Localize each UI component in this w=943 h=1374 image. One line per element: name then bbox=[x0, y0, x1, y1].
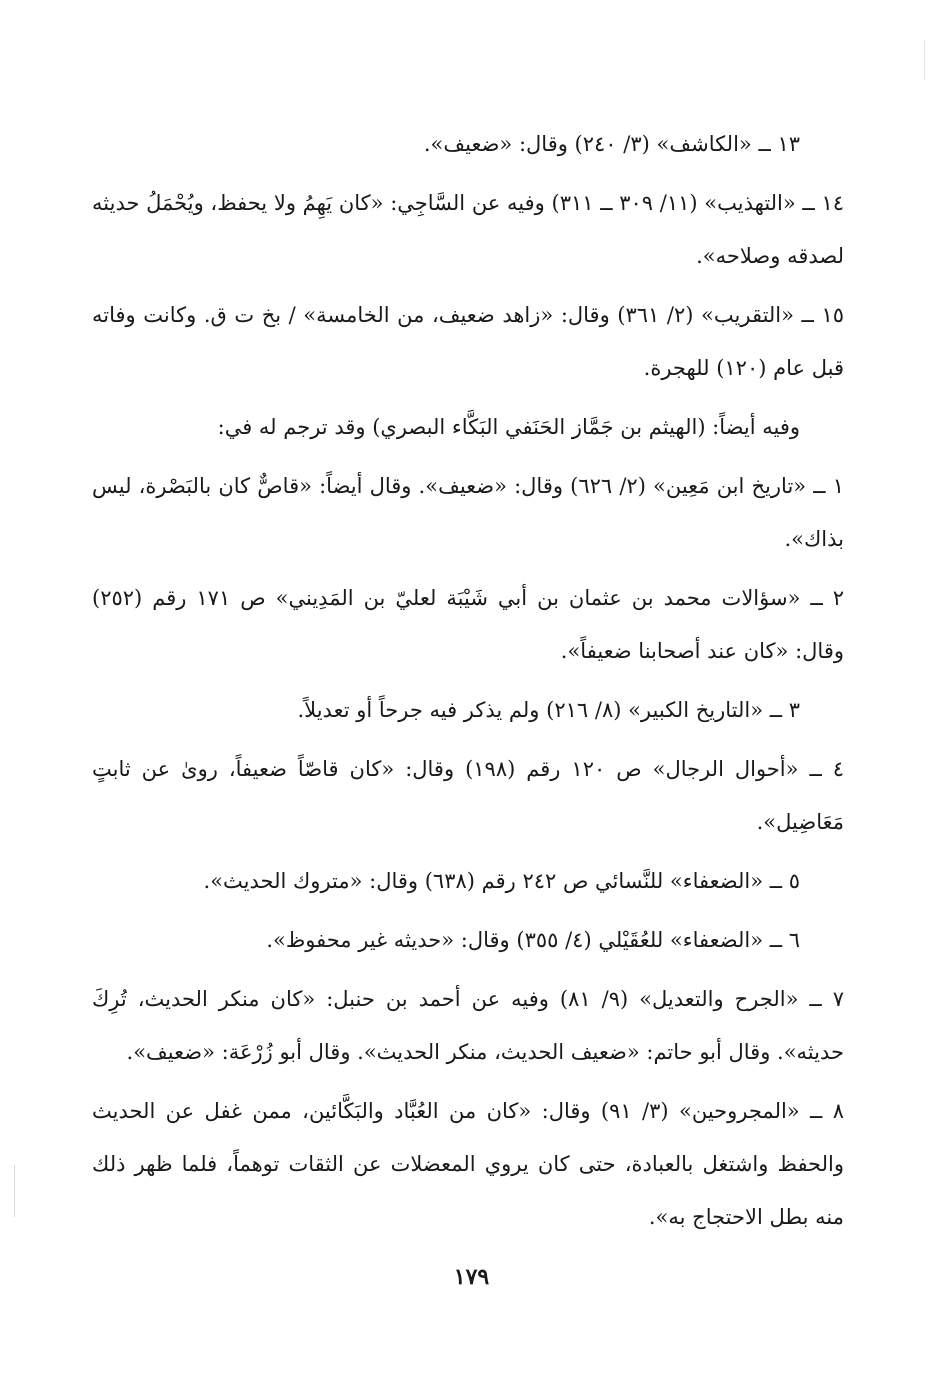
paragraph-6-duafa-uqayli: ٦ ــ «الضعفاء» للعُقَيْلي (٤/ ٣٥٥) وقال: «حديثه غير محفوظ». bbox=[266, 928, 800, 952]
paragraph-15-taqrib: ١٥ ــ «التقريب» (٢/ ٣٦١) وقال: «زاهد ضعيف، من الخامسة» / بخ ت ق. وكانت وفاته قبل عام (١٢٠) للهجرة. bbox=[92, 303, 844, 380]
paragraph-also-haytham: وفيه أيضاً: (الهيثم بن جَمَّاز الحَنَفي البَكَّاء البصري) وقد ترجم له في: bbox=[217, 415, 800, 439]
paragraph-2-suaalat: ٢ ــ «سؤالات محمد بن عثمان بن أبي شَيْبَة لعليّ بن المَدِيني» ص ١٧١ رقم (٢٥٢) وقال: «كان عند أصحابنا ضعيفاً». bbox=[92, 586, 845, 663]
scan-edge-mark bbox=[924, 40, 925, 80]
scan-edge-mark-bottom bbox=[14, 1165, 15, 1217]
paragraph-13-kashif: ١٣ ــ «الكاشف» (٣/ ٢٤٠) وقال: «ضعيف». bbox=[423, 132, 800, 156]
page-body bbox=[92, 118, 844, 1244]
paragraph-3-tarikh-kabir: ٣ ــ «التاريخ الكبير» (٨/ ٢١٦) ولم يذكر فيه جرحاً أو تعديلاً. bbox=[297, 698, 800, 722]
paragraph-14-tahdhib: ١٤ ــ «التهذيب» (١١/ ٣٠٩ ــ ٣١١) وفيه عن السَّاجِي: «كان يَهِمُ ولا يحفظ، ويُحْمَلُ حديثه لصدقه وصلاحه». bbox=[92, 191, 844, 268]
page-number: ١٧٩ bbox=[453, 1264, 490, 1290]
paragraph-5-duafa-nasai: ٥ ــ «الضعفاء» للنَّسائي ص ٢٤٢ رقم (٦٣٨) وقال: «متروك الحديث». bbox=[203, 869, 800, 893]
paragraph-1-tarikh-ibn-main: ١ ــ «تاريخ ابن مَعِين» (٢/ ٦٢٦) وقال: «ضعيف». وقال أيضاً: «قاصٌّ كان بالبَصْرة، ليس بذاك». bbox=[92, 474, 844, 551]
paragraph-8-majruhin: ٨ ــ «المجروحين» (٣/ ٩١) وقال: «كان من العُبَّاد والبَكَّائين، ممن غفل عن الحديث والحفظ واشتغل بالعبادة، حتى كان يروي المعضلات عن الثقات توهماً، فلما ظهر ذلك منه بطل الاحتجاج به». bbox=[92, 1099, 844, 1229]
paragraph-4-ahwal-rijal: ٤ ــ «أحوال الرجال» ص ١٢٠ رقم (١٩٨) وقال: «كان قاصّاً ضعيفاً، روىٰ عن ثابتٍ مَعَاضِيل». bbox=[92, 757, 845, 834]
paragraph-7-jarh-tadil: ٧ ــ «الجرح والتعديل» (٩/ ٨١) وفيه عن أحمد بن حنبل: «كان منكر الحديث، تُرِكَ حديثه». وقال أبو حاتم: «ضعيف الحديث، منكر الحديث». وقال أبو زُرْعَة: «ضعيف». bbox=[92, 987, 844, 1064]
